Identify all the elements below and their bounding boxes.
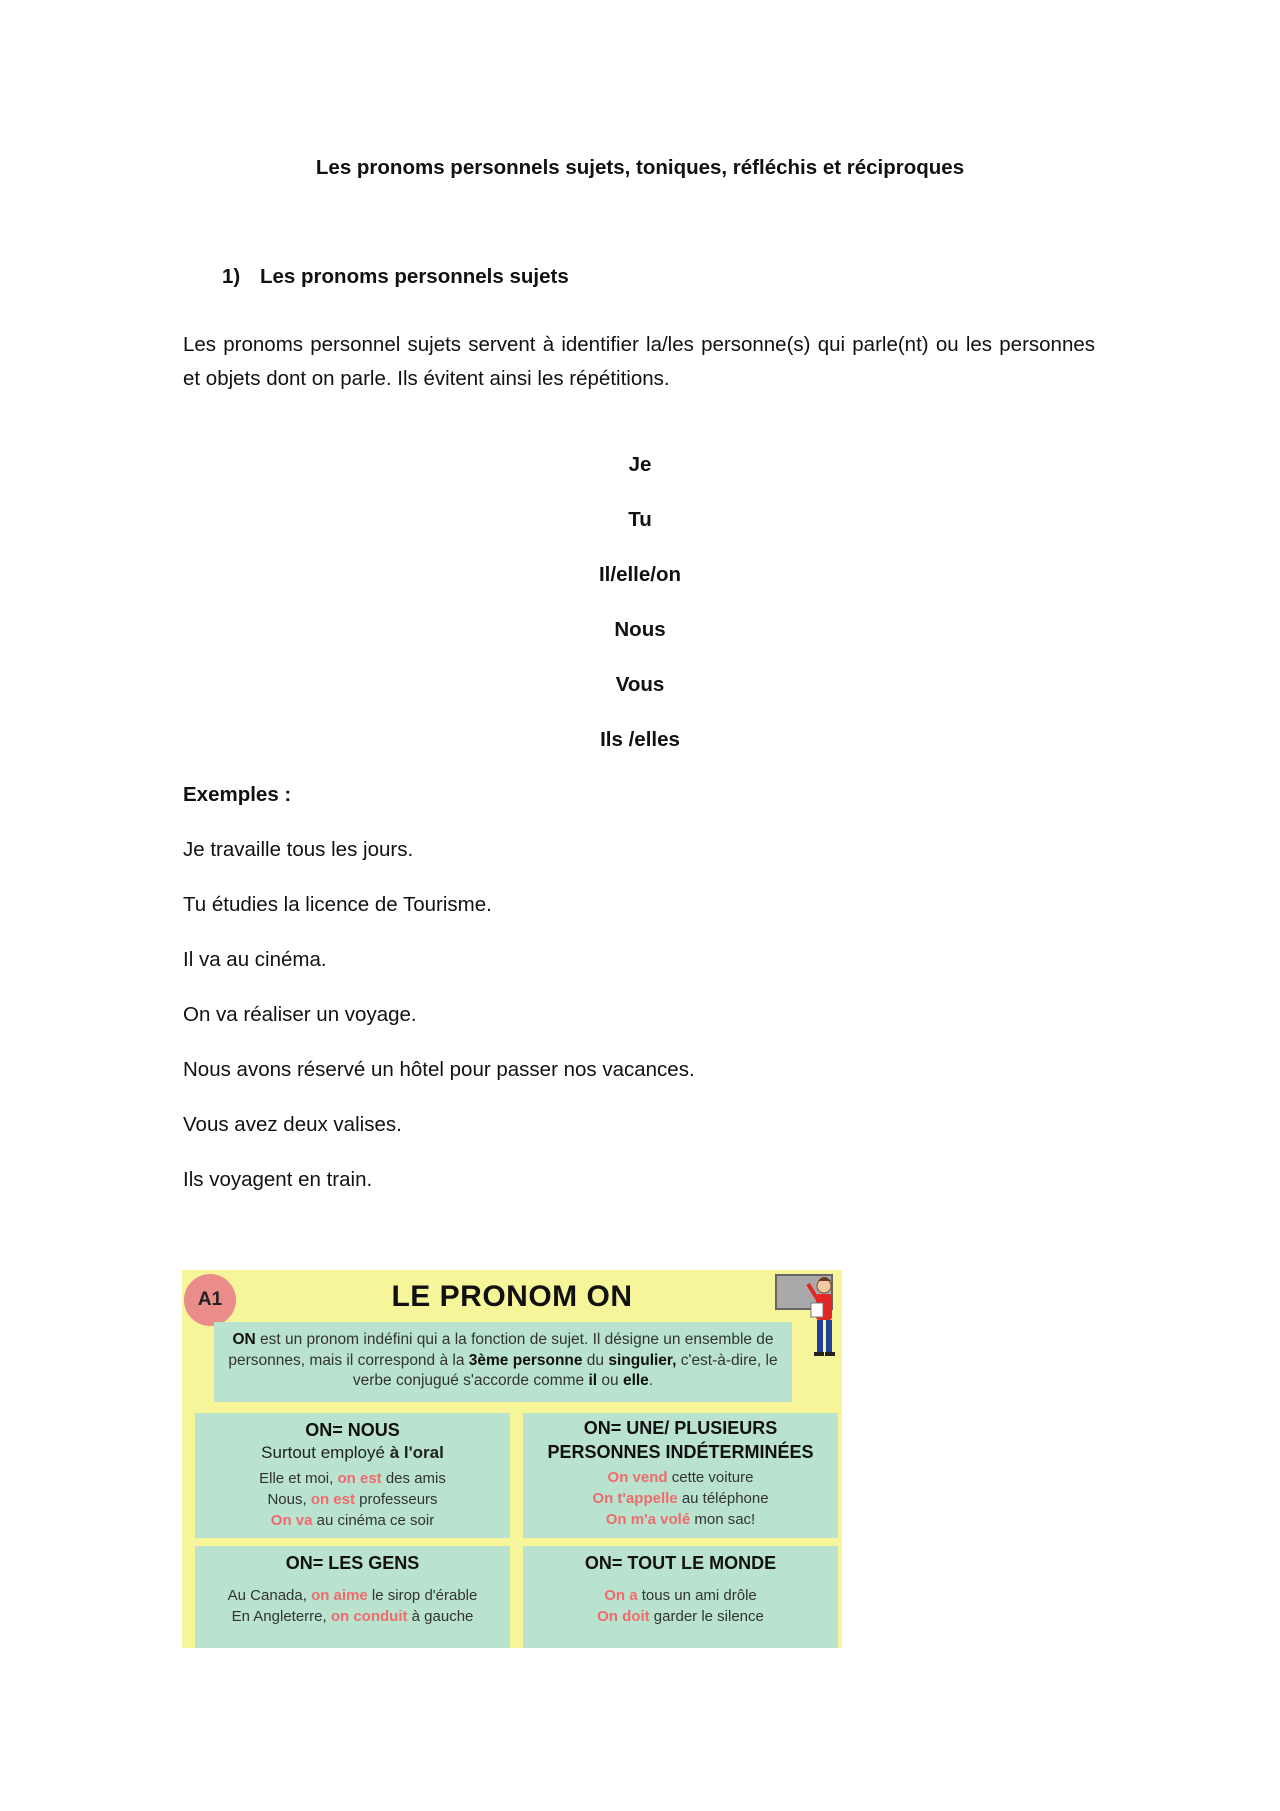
intro-paragraph: Les pronoms personnel sujets servent à identifier la/les personne(s) qui parle(nt) ou les personnes et objets dont on parle. Ils évitent ainsi les répétitions. bbox=[183, 333, 1095, 390]
definition-on: ON bbox=[232, 1331, 256, 1348]
example-highlight: on conduit bbox=[330, 1608, 408, 1625]
box-example bbox=[195, 1585, 510, 1606]
pronoun-il-elle-on: Il/elle/on bbox=[598, 563, 682, 586]
box-example bbox=[523, 1488, 838, 1509]
box-heading: PERSONNES INDÉTERMINÉES bbox=[547, 1442, 814, 1462]
pronoun-je: Je bbox=[628, 453, 652, 476]
example-text: cette voiture bbox=[667, 1469, 754, 1486]
example-text: au cinéma ce soir bbox=[312, 1512, 435, 1529]
example-text: Elle et moi, bbox=[259, 1470, 338, 1487]
section-title: Les pronoms personnels sujets bbox=[260, 265, 569, 288]
box-on-nous bbox=[195, 1413, 510, 1538]
pronoun-tu: Tu bbox=[628, 508, 652, 531]
box-subtitle-bold: à l'oral bbox=[389, 1443, 444, 1462]
box-example bbox=[523, 1585, 838, 1606]
example-highlight: On va bbox=[270, 1512, 313, 1529]
example-highlight: On m'a volé bbox=[605, 1511, 691, 1528]
box-heading: ON= TOUT LE MONDE bbox=[584, 1553, 777, 1573]
box-heading: ON= UNE/ PLUSIEURS bbox=[583, 1418, 778, 1438]
example-sentence: Je travaille tous les jours. bbox=[183, 838, 414, 861]
example-highlight: On doit bbox=[597, 1608, 650, 1625]
example-text: Nous, bbox=[267, 1491, 311, 1508]
example-sentence: Tu étudies la licence de Tourisme. bbox=[183, 893, 492, 916]
example-highlight: On t'appelle bbox=[592, 1490, 678, 1507]
example-sentence: On va réaliser un voyage. bbox=[183, 1003, 417, 1026]
section-number: 1) bbox=[222, 265, 241, 288]
box-example bbox=[523, 1606, 838, 1627]
box-on-les-gens bbox=[195, 1546, 510, 1648]
box-heading: ON= LES GENS bbox=[285, 1553, 420, 1573]
example-text: professeurs bbox=[355, 1491, 438, 1508]
example-text: au téléphone bbox=[677, 1490, 769, 1507]
example-highlight: on aime bbox=[311, 1587, 368, 1604]
box-example bbox=[195, 1489, 510, 1510]
pronom-on-infographic bbox=[182, 1270, 842, 1648]
definition-bold: elle bbox=[622, 1372, 649, 1389]
infographic-title: LE PRONOM ON bbox=[391, 1280, 633, 1313]
example-text: tous un ami drôle bbox=[637, 1587, 757, 1604]
example-text: En Angleterre, bbox=[231, 1608, 331, 1625]
box-subtitle-text: Surtout employé bbox=[261, 1443, 390, 1462]
example-sentence: Vous avez deux valises. bbox=[183, 1113, 402, 1136]
box-heading: ON= NOUS bbox=[305, 1420, 400, 1440]
document-title: Les pronoms personnels sujets, toniques, réfléchis et réciproques bbox=[315, 156, 965, 179]
example-sentence: Nous avons réservé un hôtel pour passer nos vacances. bbox=[183, 1058, 695, 1081]
box-on-indetermine bbox=[523, 1413, 838, 1538]
box-example bbox=[195, 1468, 510, 1489]
definition-text: c'est-à-dire, le verbe conjugué s'accorde comme bbox=[352, 1351, 778, 1389]
pronoun-ils-elles: Ils /elles bbox=[600, 728, 680, 751]
box-example bbox=[523, 1467, 838, 1488]
definition-bold: 3ème personne bbox=[468, 1351, 583, 1369]
box-example bbox=[523, 1509, 838, 1530]
definition-bold: il bbox=[588, 1372, 598, 1389]
example-highlight: on est bbox=[310, 1491, 355, 1508]
example-text: mon sac! bbox=[690, 1511, 756, 1528]
level-badge: A1 bbox=[184, 1274, 236, 1326]
section-heading bbox=[222, 265, 569, 289]
definition-text: . bbox=[648, 1372, 654, 1389]
definition-bold: singulier, bbox=[608, 1351, 677, 1369]
pronoun-nous: Nous bbox=[614, 618, 666, 641]
examples-label: Exemples : bbox=[183, 783, 292, 806]
example-text: des amis bbox=[381, 1470, 446, 1487]
box-subtitle bbox=[195, 1442, 510, 1464]
example-text: le sirop d'érable bbox=[367, 1587, 478, 1604]
example-highlight: on est bbox=[337, 1470, 382, 1487]
box-example bbox=[195, 1606, 510, 1627]
definition-text: du bbox=[582, 1351, 609, 1369]
example-sentence: Il va au cinéma. bbox=[183, 948, 327, 971]
box-example bbox=[195, 1510, 510, 1531]
definition-text: ou bbox=[597, 1372, 623, 1389]
example-text: à gauche bbox=[407, 1608, 474, 1625]
box-on-tout-le-monde bbox=[523, 1546, 838, 1648]
definition-box bbox=[214, 1322, 792, 1402]
example-text: garder le silence bbox=[649, 1608, 764, 1625]
pronoun-vous: Vous bbox=[615, 673, 665, 696]
example-highlight: On vend bbox=[607, 1469, 668, 1486]
example-text: Au Canada, bbox=[227, 1587, 312, 1604]
example-highlight: On a bbox=[604, 1587, 638, 1604]
definition-text: est un pronom indéfini qui a la fonction de sujet. Il désigne un ensemble de personnes, mais il correspond à la bbox=[228, 1331, 774, 1369]
example-sentence: Ils voyagent en train. bbox=[183, 1168, 373, 1191]
